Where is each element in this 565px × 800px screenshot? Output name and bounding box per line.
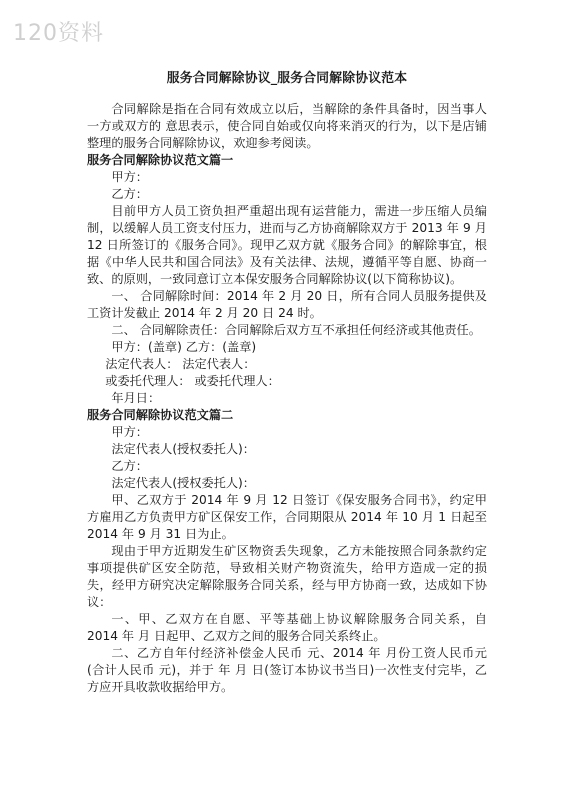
section1-sign-agent: 或委托代理人： 或委托代理人： [105, 374, 280, 388]
section2-party-b: 乙方： [111, 459, 148, 473]
section1-item-2: 二、 合同解除责任：合同解除后双方互不承担任何经济或其他责任。 [111, 323, 481, 337]
section2-paragraph-2: 现由于甲方近期发生矿区物资丢失现象，乙方未能按照合同条款约定事项提供矿区安全防范，导致相关财产物资流失，给甲方造成一定的损失，经甲方研究决定解除服务合同关系，经与甲方协商一致，达成如下协议： [87, 544, 487, 609]
watermark: 120资料 [13, 21, 104, 46]
section1-paragraph: 目前甲方人员工资负担严重超出现有运营能力，需进一步压缩人员编制，以缓解人员工资支付压力，进而与乙方协商解除双方于 2013 年 9 月 12 日所签订的《服务合同》。现甲乙双方就《服务合同》的解除事宜，根据《中华人民共和国合同法》及有关法律、法规，遵循平等自愿、协商一致、的原则，一致同意订立本保安服务合同解除协议(以下简称协议)。 [87, 204, 487, 286]
document-page [87, 70, 487, 696]
section2-party-a: 甲方： [111, 425, 148, 439]
section2-heading: 服务合同解除协议范文篇二 [87, 408, 234, 422]
page-title: 服务合同解除协议_服务合同解除协议范本 [166, 71, 408, 86]
section1-sign-legal: 法定代表人： 法定代表人： [105, 357, 256, 371]
section2-paragraph-1: 甲、乙双方于 2014 年 9 月 12 日签订《保安服务合同书》，约定甲方雇用乙方负责甲方矿区保安工作，合同期限从 2014 年 10 月 1 日起至 2014 年 9 月 31 日为止。 [87, 493, 487, 541]
section1-party-b: 乙方： [111, 187, 148, 201]
section1-sign-date: 年月日： [111, 391, 161, 405]
intro-paragraph: 合同解除是指在合同有效成立以后，当解除的条件具备时，因当事人一方或双方的 意思表示，使合同自始或仅向将来消灭的行为，以下是店铺整理的服务合同解除协议，欢迎参考阅读。 [87, 102, 487, 150]
section1-heading: 服务合同解除协议范文篇一 [87, 153, 234, 167]
section2-legal-b: 法定代表人(授权委托人)： [111, 476, 255, 490]
section1-item-1: 一、 合同解除时间：2014 年 2 月 20 日，所有合同人员服务提供及工资计发截止 2014 年 2 月 20 日 24 时。 [87, 289, 487, 320]
section1-sign-parties: 甲方：(盖章) 乙方：(盖章) [111, 340, 257, 354]
section2-item-2: 二、乙方自年付经济补偿金人民币 元、2014 年 月份工资人民币元(合计人民币 元)，并于 年 月 日(签订本协议书当日)一次性支付完毕，乙方应开具收款收据给甲方。 [87, 646, 487, 694]
section1-party-a: 甲方： [111, 170, 148, 184]
section2-legal-a: 法定代表人(授权委托人)： [111, 442, 255, 456]
section2-item-1: 一、甲、乙双方在自愿、平等基础上协议解除服务合同关系，自 2014 年 月 日起甲、乙双方之间的服务合同关系终止。 [87, 612, 487, 643]
